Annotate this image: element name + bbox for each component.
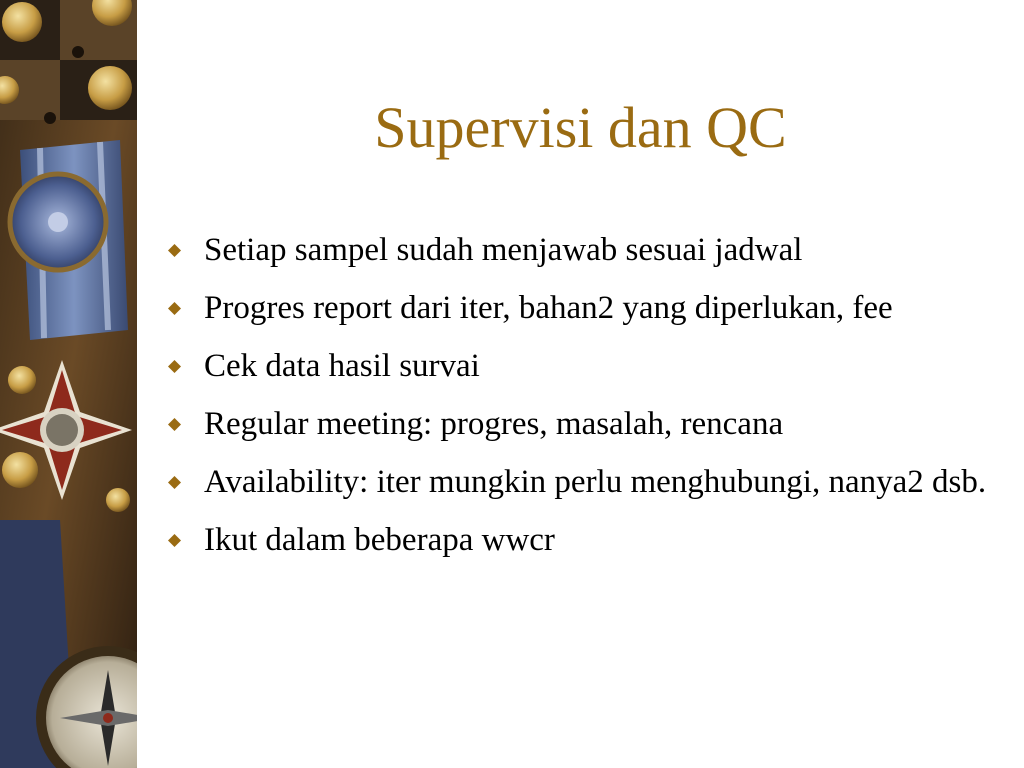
diamond-bullet-icon bbox=[168, 418, 181, 431]
list-item bbox=[166, 228, 996, 272]
list-item bbox=[166, 344, 996, 388]
diamond-bullet-icon bbox=[168, 244, 181, 257]
bullet-text: Progres report dari iter, bahan2 yang diperlukan, fee bbox=[204, 290, 893, 326]
list-item bbox=[166, 402, 996, 446]
slide-title: Supervisi dan QC bbox=[374, 95, 787, 160]
diamond-bullet-icon bbox=[168, 302, 181, 315]
bullet-text: Ikut dalam beberapa wwcr bbox=[204, 522, 555, 558]
bullet-list bbox=[166, 228, 996, 576]
diamond-bullet-icon bbox=[168, 534, 181, 547]
medals-and-compass-icon bbox=[0, 0, 137, 768]
decorative-side-image bbox=[0, 0, 137, 768]
bullet-text: Availability: iter mungkin perlu menghubungi, nanya2 dsb. bbox=[204, 464, 987, 500]
diamond-bullet-icon bbox=[168, 476, 181, 489]
bullet-text: Setiap sampel sudah menjawab sesuai jadwal bbox=[204, 232, 803, 268]
list-item bbox=[166, 518, 996, 562]
list-item bbox=[166, 460, 996, 504]
diamond-bullet-icon bbox=[168, 360, 181, 373]
list-item bbox=[166, 286, 996, 330]
bullet-text: Regular meeting: progres, masalah, rencana bbox=[204, 406, 784, 442]
bullet-text: Cek data hasil survai bbox=[204, 348, 480, 384]
